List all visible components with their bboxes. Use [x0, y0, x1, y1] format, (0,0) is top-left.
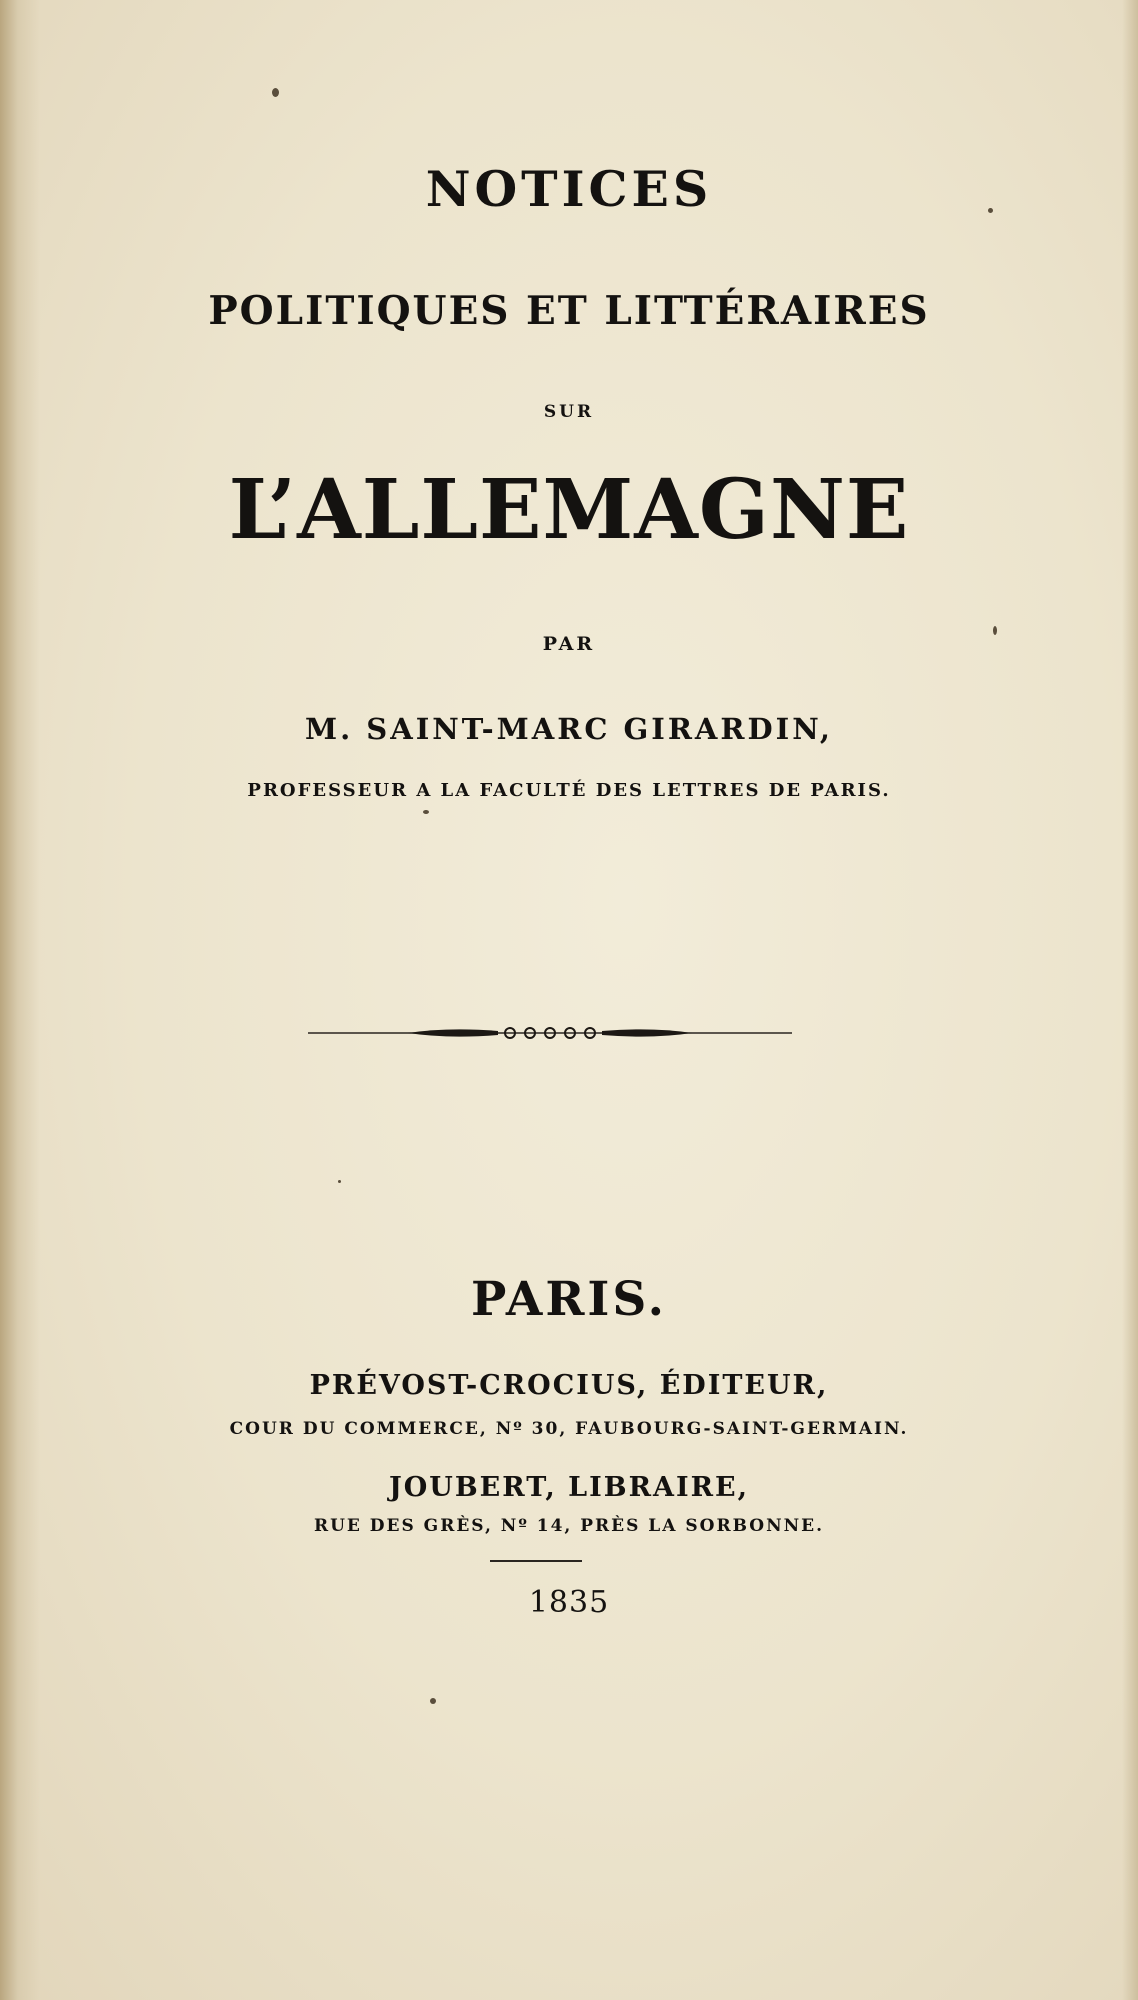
title-line-allemagne: L’ALLEMAGNE — [228, 462, 910, 558]
publisher-address: COUR DU COMMERCE, Nº 30, FAUBOURG-SAINT-GERMAIN. — [229, 1419, 909, 1439]
author-title: PROFESSEUR A LA FACULTÉ DES LETTRES DE PARIS. — [247, 780, 891, 801]
year-divider-rule — [490, 1560, 582, 1562]
author-name: M. SAINT-MARC GIRARDIN, — [304, 712, 833, 746]
title-line-notices: NOTICES — [425, 160, 713, 218]
byline-par: PAR — [542, 633, 596, 655]
imprint-place: PARIS. — [470, 1272, 668, 1327]
paper-speck — [988, 208, 993, 213]
bookseller-address: RUE DES GRÈS, Nº 14, PRÈS LA SORBONNE. — [313, 1516, 825, 1536]
paper-speck — [338, 1180, 341, 1183]
title-line-sur: SUR — [543, 402, 595, 422]
paper-speck — [423, 810, 429, 814]
bookseller-name: JOUBERT, LIBRAIRE, — [389, 1472, 749, 1503]
title-line-politiques: POLITIQUES ET LITTÉRAIRES — [208, 288, 930, 334]
publication-year: 1835 — [528, 1585, 610, 1620]
ornamental-divider-icon — [308, 1022, 792, 1044]
paper-speck — [993, 626, 997, 635]
paper-speck — [272, 88, 279, 97]
paper-speck — [430, 1698, 436, 1704]
publisher-name: PRÉVOST-CROCIUS, ÉDITEUR, — [309, 1370, 829, 1401]
